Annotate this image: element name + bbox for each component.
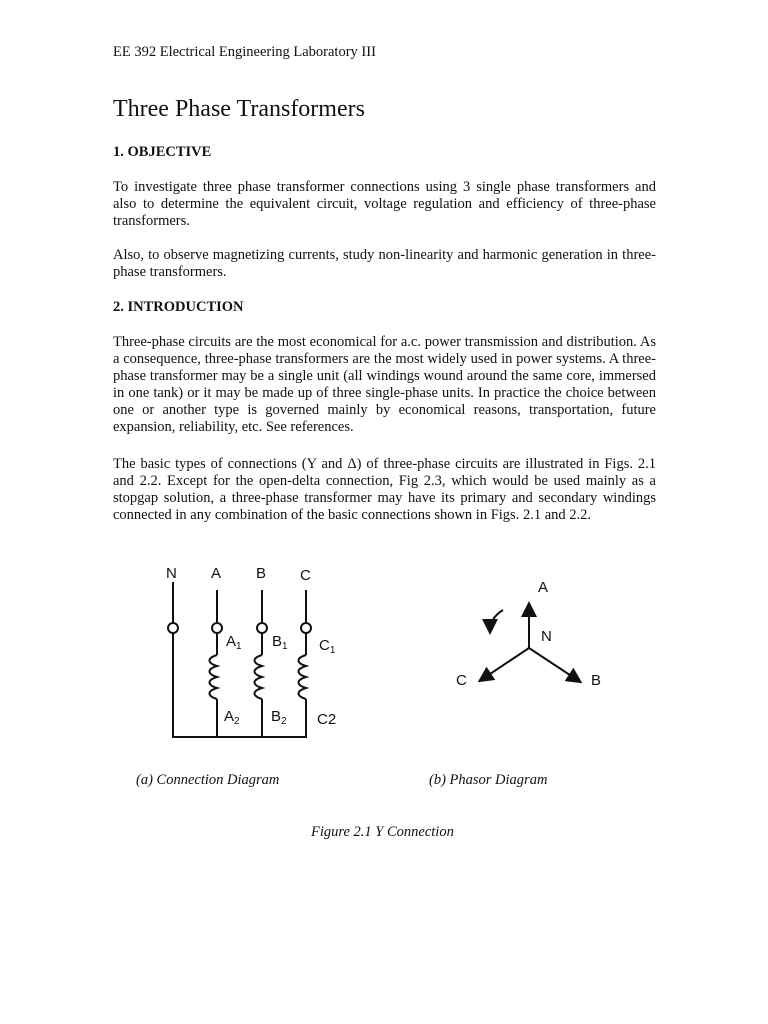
terminal-label-a: A [211,565,222,582]
objective-paragraph-1: To investigate three phase transformer connections using 3 single phase transformers and also to determine the equivalent circuit, voltage regulation and efficiency of three-phase transformers. [113,179,656,229]
phasor-label-b: B [591,672,602,689]
winding-label-c1: $C_1$ [319,637,336,656]
objective-paragraph-2: Also, to observe magnetizing currents, study non-linearity and harmonic generation in three-phase transformers. [113,247,656,280]
terminal-label-n: N [166,565,177,582]
phasor-b-arrow [529,648,579,681]
phasor-label-a: A [538,579,549,596]
figure-caption: Figure 2.1 Y Connection [311,824,454,840]
terminal-label-b: B [256,565,267,582]
winding-label-b2: $B_2$ [271,708,287,727]
winding-label-c2: C2 [317,711,337,728]
caption-phasor-diagram: (b) Phasor Diagram [429,772,548,788]
course-header: EE 392 Electrical Engineering Laboratory III [113,44,376,60]
introduction-paragraph-1: Three-phase circuits are the most economical for a.c. power transmission and distribution. As a consequence, three-phase transformers are the most widely used in power systems. A three-phase transformer may be a single unit (all windings wound around the same core, immersed in one tank) or it may be made up of three single-phase units. In practice the choice between one or another type is governed mainly by economical reasons, transportation, future expansion, reliability, etc. See references. [113,334,656,435]
introduction-paragraph-2: The basic types of connections (Y and Δ) of three-phase circuits are illustrated in Figs. 2.1 and 2.2. Except for the open-delta connection, Fig 2.3, which would be used mainly as a stopgap solution, a three-phase transformer may have its primary and secondary windings connected in any combination of the basic connections shown in Figs. 2.1 and 2.2. [113,456,656,523]
phasor-label-c: C [456,672,467,689]
caption-connection-diagram: (a) Connection Diagram [136,772,280,788]
terminal-label-c: C [300,567,311,584]
section-heading-objective: 1. OBJECTIVE [113,144,212,160]
phasor-label-n: N [541,628,552,645]
section-heading-introduction: 2. INTRODUCTION [113,299,244,315]
rotation-arrow-icon [490,610,503,631]
phasor-diagram [481,605,579,681]
winding-label-b1: $B_1$ [272,633,288,652]
winding-label-a2: $A_2$ [224,708,240,727]
page-title: Three Phase Transformers [113,96,365,122]
connection-diagram [168,582,311,737]
figure-2-1-diagrams [0,555,768,765]
phasor-c-arrow [481,648,529,680]
winding-label-a1: $A_1$ [226,633,242,652]
